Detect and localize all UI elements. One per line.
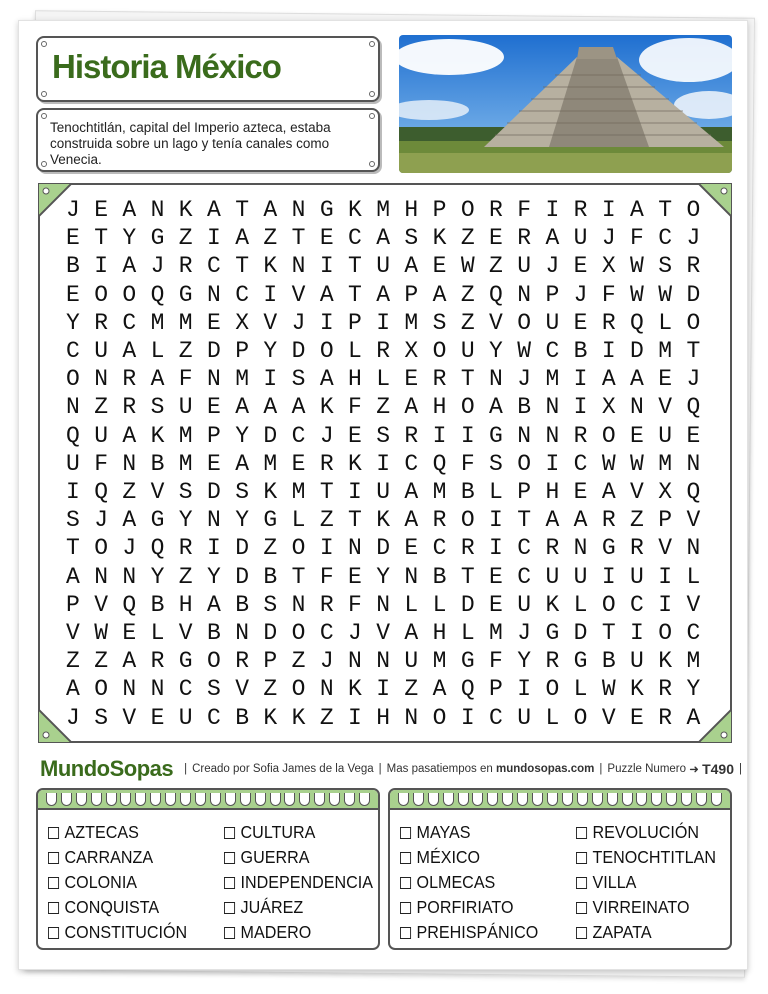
word-label: AZTECAS	[64, 822, 139, 842]
checkbox[interactable]	[576, 927, 587, 939]
grid-row[interactable]: SJAGYNYGLZTKAROITAARZPV	[66, 507, 715, 534]
screw-icon	[41, 41, 47, 47]
checkbox[interactable]	[576, 852, 587, 864]
word-label: CONQUISTA	[64, 897, 160, 917]
spiral-ring-icon	[681, 793, 692, 806]
spiral-ring-icon	[135, 793, 146, 806]
credit-text: Creado por Sofia James de la Vega	[192, 763, 374, 775]
checkbox[interactable]	[576, 827, 587, 839]
spiral-ring-icon	[428, 793, 439, 806]
word-label: INDEPENDENCIA	[240, 872, 373, 892]
spiral-ring-icon	[398, 793, 409, 806]
word-list-item[interactable]	[48, 822, 139, 843]
spiral-ring-icon	[344, 793, 355, 806]
grid-row[interactable]: CUALZDPYDOLRXOUYWCBIDMT	[66, 338, 715, 364]
spiral-ring-icon	[547, 793, 558, 806]
word-label: ZAPATA	[592, 922, 652, 942]
grid-row[interactable]: UFNBMEAMERKICQFSOICWWMN	[66, 450, 715, 477]
word-list-item[interactable]	[576, 822, 699, 843]
arrow-icon: ➜	[689, 764, 699, 776]
screw-icon	[41, 161, 47, 167]
word-label: GUERRA	[240, 847, 310, 867]
grid-row[interactable]: ETYGZIAZTECASKZERAUJFCJ	[66, 225, 715, 252]
checkbox[interactable]	[48, 827, 59, 839]
word-list-item[interactable]	[576, 897, 689, 918]
spiral-ring-icon	[329, 793, 340, 806]
footer-bar: MundoSopas | Creado por Sofia James de la Vega | Mas pasatiempos en mundosopas.com | Puzzle Numero ➜ T490 |	[36, 757, 736, 781]
word-label: OLMECAS	[416, 872, 496, 892]
word-list-item[interactable]	[400, 847, 480, 868]
word-label: TENOCHTITLAN	[592, 847, 717, 867]
spiral-ring-icon	[165, 793, 176, 806]
grid-row[interactable]: QUAKMPYDCJESRIIGNNROEUE	[66, 422, 715, 449]
checkbox[interactable]	[224, 927, 235, 939]
spiral-ring-icon	[472, 793, 483, 806]
word-list-item[interactable]	[576, 872, 636, 893]
spiral-ring-icon	[240, 793, 251, 806]
spiral-ring-icon	[562, 793, 573, 806]
spiral-binding	[38, 790, 378, 810]
word-label: COLONIA	[64, 872, 138, 892]
word-list-item[interactable]	[48, 847, 153, 868]
grid-row[interactable]: TOJQRIDZOINDECRICRNGRVN	[66, 535, 715, 562]
grid-row[interactable]: ONRAFNMISAHLERTNJMIAAEJ	[66, 366, 715, 393]
puzzle-number: T490	[702, 761, 734, 777]
word-list-item[interactable]	[48, 872, 137, 893]
word-list-item[interactable]	[400, 822, 471, 843]
word-label: REVOLUCIÓN	[592, 822, 700, 842]
word-label: VILLA	[592, 872, 637, 892]
screw-icon	[41, 113, 47, 119]
word-search-grid	[38, 183, 732, 743]
spiral-ring-icon	[487, 793, 498, 806]
grid-row[interactable]: PVQBHABSNRFNLLDEUKLOCIV	[66, 591, 715, 618]
spiral-ring-icon	[284, 793, 295, 806]
word-list-item[interactable]	[400, 897, 513, 918]
checkbox[interactable]	[400, 902, 411, 914]
grid-row[interactable]: NZRSUEAAAKFZAHOABNIXNVQ	[66, 394, 715, 421]
screw-icon	[41, 91, 47, 97]
word-label: VIRREINATO	[592, 897, 690, 917]
spiral-ring-icon	[443, 793, 454, 806]
checkbox[interactable]	[400, 852, 411, 864]
grid-row[interactable]: JSVEUCBKKZIHNOICULOVERA	[66, 704, 715, 731]
checkbox[interactable]	[48, 877, 59, 889]
spiral-ring-icon	[210, 793, 221, 806]
word-label: MADERO	[240, 922, 312, 942]
word-list-item[interactable]	[224, 822, 315, 843]
checkbox[interactable]	[576, 877, 587, 889]
grid-row[interactable]: ANNYZYDBTFEYNBTECUUIUIL	[66, 563, 715, 590]
spiral-ring-icon	[651, 793, 662, 806]
word-list-item[interactable]	[48, 897, 159, 918]
word-list-item[interactable]	[400, 922, 538, 943]
word-label: CONSTITUCIÓN	[64, 922, 188, 942]
checkbox[interactable]	[224, 902, 235, 914]
word-list-item[interactable]	[400, 872, 495, 893]
spiral-ring-icon	[711, 793, 722, 806]
screw-icon	[369, 161, 375, 167]
word-label: MAYAS	[416, 822, 471, 842]
word-label: CARRANZA	[64, 847, 154, 867]
spiral-ring-icon	[517, 793, 528, 806]
spiral-ring-icon	[532, 793, 543, 806]
checkbox[interactable]	[224, 852, 235, 864]
spiral-ring-icon	[577, 793, 588, 806]
spiral-ring-icon	[636, 793, 647, 806]
spiral-ring-icon	[150, 793, 161, 806]
grid-row[interactable]: BIAJRCTKNITUAEWZUJEXWSR	[66, 253, 715, 280]
spiral-ring-icon	[607, 793, 618, 806]
screw-icon	[369, 113, 375, 119]
word-label: JUÁREZ	[240, 897, 304, 917]
spiral-ring-icon	[180, 793, 191, 806]
site-link[interactable]: mundosopas.com	[496, 763, 595, 775]
grid-row[interactable]: IQZVSDSKMTIUAMBLPHEAVXQ	[66, 479, 715, 505]
spiral-ring-icon	[458, 793, 469, 806]
spiral-ring-icon	[622, 793, 633, 806]
screw-icon	[369, 41, 375, 47]
word-label: PORFIRIATO	[416, 897, 514, 917]
spiral-ring-icon	[314, 793, 325, 806]
spiral-ring-icon	[696, 793, 707, 806]
checkbox[interactable]	[48, 927, 59, 939]
checkbox[interactable]	[224, 877, 235, 889]
word-label: MÉXICO	[416, 847, 481, 867]
brand-logo-text: MundoSopas	[40, 756, 174, 781]
spiral-ring-icon	[270, 793, 281, 806]
pyramid-photo	[399, 35, 732, 173]
puzzle-number-label: Puzzle Numero	[607, 763, 687, 775]
checkbox[interactable]	[576, 902, 587, 914]
grid-row[interactable]: ZZARGORPZJNNUMGFYRGBUKM	[66, 648, 715, 675]
grid-row[interactable]: EOOQGNCIVATAPAZQNPJFWWD	[66, 281, 715, 308]
grid-row[interactable]: VWELVBNDOCJVAHLMJGDTIOC	[66, 620, 715, 646]
word-list-item[interactable]	[224, 847, 309, 868]
fact-plate	[36, 108, 380, 172]
more-puzzles-text: Mas pasatiempos en	[386, 763, 493, 775]
spiral-ring-icon	[299, 793, 310, 806]
spiral-ring-icon	[106, 793, 117, 806]
word-list-item[interactable]	[224, 897, 303, 918]
spiral-ring-icon	[359, 793, 370, 806]
spiral-ring-icon	[61, 793, 72, 806]
spiral-ring-icon	[46, 793, 57, 806]
spiral-ring-icon	[76, 793, 87, 806]
word-list-item[interactable]	[224, 872, 373, 893]
grid-row[interactable]: AONNCSVZONKIZAQPIOLWKRY	[66, 676, 715, 703]
word-label: PREHISPÁNICO	[416, 922, 539, 942]
spiral-ring-icon	[502, 793, 513, 806]
word-list-item[interactable]	[576, 847, 716, 868]
checkbox[interactable]	[224, 827, 235, 839]
checkbox[interactable]	[48, 902, 59, 914]
grid-row[interactable]: YRCMMEXVJIPIMSZVOUERQLO	[66, 309, 715, 336]
spiral-ring-icon	[91, 793, 102, 806]
spiral-binding	[390, 790, 730, 810]
screw-icon	[369, 91, 375, 97]
word-list-right	[388, 788, 732, 950]
word-label: CULTURA	[240, 822, 316, 842]
word-list-item[interactable]	[48, 922, 187, 943]
word-list-item[interactable]	[224, 922, 311, 943]
grid-row[interactable]: JEANKATANGKMHPORFIRIATO	[66, 197, 715, 223]
checkbox[interactable]	[400, 877, 411, 889]
spiral-ring-icon	[195, 793, 206, 806]
word-list-item[interactable]	[576, 922, 652, 943]
spiral-ring-icon	[666, 793, 677, 806]
spiral-ring-icon	[255, 793, 266, 806]
spiral-ring-icon	[225, 793, 236, 806]
checkbox[interactable]	[400, 827, 411, 839]
spiral-ring-icon	[120, 793, 131, 806]
title-plate	[36, 36, 380, 102]
word-list-left	[36, 788, 380, 950]
spiral-ring-icon	[413, 793, 424, 806]
checkbox[interactable]	[48, 852, 59, 864]
checkbox[interactable]	[400, 927, 411, 939]
page-title: Historia México	[52, 48, 281, 85]
fun-fact-text: Tenochtitlán, capital del Imperio azteca, estaba construida sobre un lago y tenía canales como Venecia.	[50, 120, 331, 167]
spiral-ring-icon	[592, 793, 603, 806]
